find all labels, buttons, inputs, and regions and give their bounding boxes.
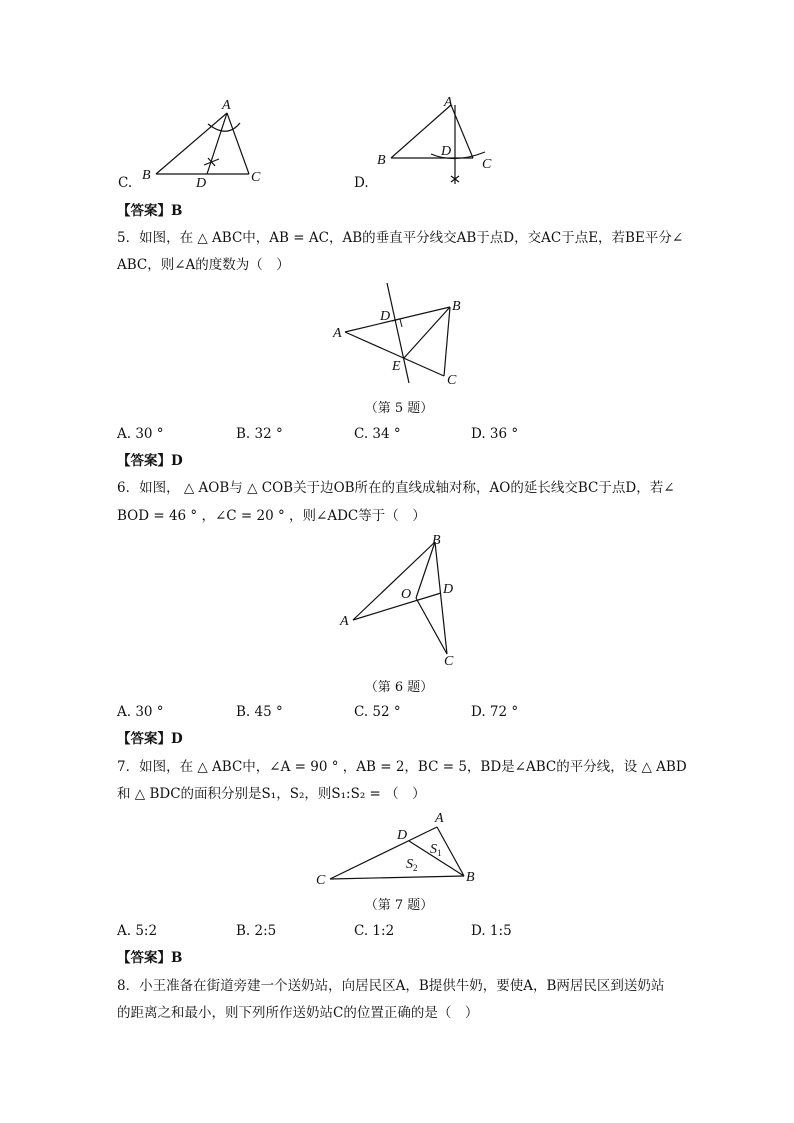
q7-label-b: B [466, 870, 475, 885]
q7-label-d: D [397, 828, 408, 843]
q6-label-a: A [340, 614, 349, 629]
q5-stem-line1: 5．如图，在 △ ABC中，AB = AC，AB的垂直平分线交AB于点D，交AC于点E，若BE平分∠ [117, 230, 684, 246]
q5-stem-line2: ABC，则∠A的度数为（ ） [117, 257, 290, 273]
q6-option-d: D. 72 ° [471, 704, 519, 720]
q7-label-c: C [316, 873, 326, 888]
q7-stem-line2: 和 △ BDC的面积分别是S₁，S₂，则S₁:S₂ = （ ） [117, 786, 426, 802]
q7-figure [312, 808, 487, 890]
q4-option-d-label: D. [354, 175, 369, 191]
q5-label-e: E [392, 359, 401, 374]
q7-option-d: D. 1:5 [471, 923, 512, 939]
q5-label-b: B [452, 299, 461, 314]
q6-label-c: C [444, 654, 454, 669]
q4-option-c-label: C. [118, 175, 133, 191]
q4d-label-d: D [441, 144, 452, 159]
q4-answer: 【答案】B [117, 203, 183, 219]
q6-option-a: A. 30 ° [117, 704, 164, 720]
q6-label-d: D [443, 582, 454, 597]
q4-figure-d [375, 92, 505, 192]
q6-label-b: B [432, 533, 441, 548]
q5-option-d: D. 36 ° [471, 426, 519, 442]
q6-option-b: B. 45 ° [236, 704, 283, 720]
q4-figure-c [140, 95, 270, 190]
q7-stem-line1: 7．如图，在 △ ABC中，∠A = 90 ° ，AB = 2，BC = 5，BD是∠ABC的平分线，设 △ ABD [117, 759, 687, 775]
q8-stem-line1: 8．小王准备在街道旁建一个送奶站，向居民区A，B提供牛奶，要使A，B两居民区到送奶站 [117, 978, 665, 994]
q5-option-b: B. 32 ° [236, 426, 283, 442]
q6-answer: 【答案】D [117, 731, 183, 747]
q7-caption: （第 7 题） [364, 898, 434, 913]
q7-option-a: A. 5:2 [117, 923, 158, 939]
q6-option-c: C. 52 ° [354, 704, 401, 720]
q5-label-a: A [333, 326, 342, 341]
q5-answer: 【答案】D [117, 453, 183, 469]
q5-option-c: C. 34 ° [354, 426, 401, 442]
q6-caption: （第 6 题） [364, 680, 434, 695]
q6-figure [335, 532, 465, 672]
q7-label-a: A [435, 811, 444, 826]
q4c-label-b: B [142, 168, 151, 183]
q5-label-d: D [380, 309, 391, 324]
q5-label-c: C [447, 373, 457, 388]
q4c-label-a: A [222, 98, 231, 113]
q7-label-s1: $S_1$ [430, 842, 442, 858]
q8-stem-line2: 的距离之和最小，则下列所作送奶站C的位置正确的是（ ） [117, 1005, 479, 1021]
q4d-label-a: A [444, 95, 453, 110]
q7-option-c: C. 1:2 [354, 923, 395, 939]
q5-figure [325, 280, 475, 390]
q4c-label-d: D [196, 176, 207, 191]
q5-option-a: A. 30 ° [117, 426, 164, 442]
q4d-label-b: B [377, 153, 386, 168]
q7-label-s2: $S_2$ [406, 857, 418, 873]
q6-stem-line1: 6．如图， △ AOB与 △ COB关于边OB所在的直线成轴对称，AO的延长线交BC于点D，若∠ [117, 480, 675, 496]
q5-caption: （第 5 题） [364, 401, 434, 416]
q7-answer: 【答案】B [117, 950, 183, 966]
q6-stem-line2: BOD = 46 ° ，∠C = 20 ° ，则∠ADC等于（ ） [117, 508, 426, 524]
q4d-label-c: C [482, 157, 492, 172]
q4c-label-c: C [251, 170, 261, 185]
q7-option-b: B. 2:5 [236, 923, 277, 939]
q6-label-o: O [401, 587, 412, 602]
